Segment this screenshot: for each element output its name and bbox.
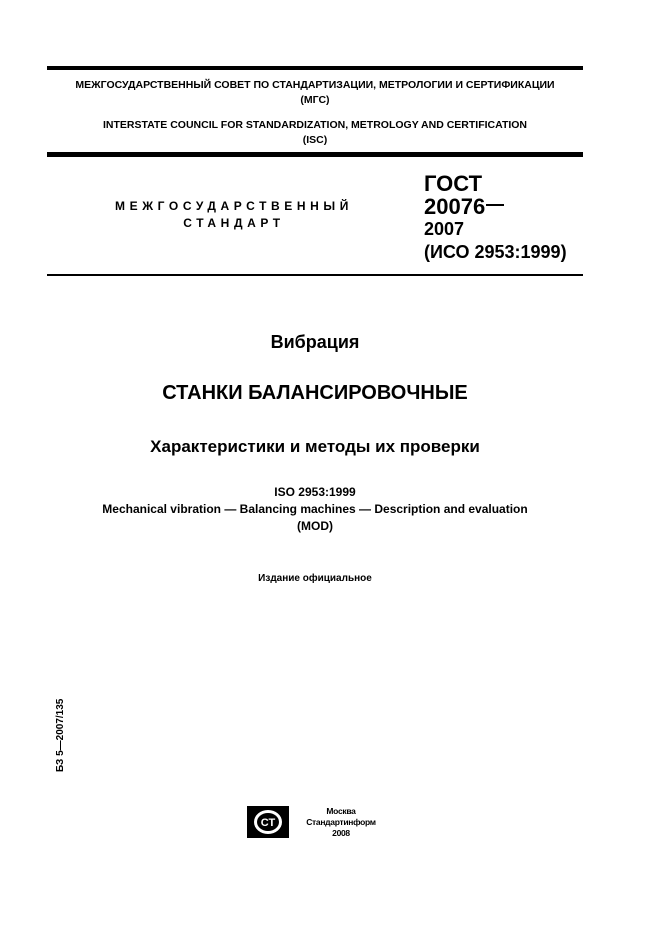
gost-year: 2007: [424, 219, 465, 239]
side-code: БЗ 5—2007/135: [55, 698, 66, 772]
council-ru-abbr: (МГС): [300, 94, 330, 106]
edition-label: Издание официальное: [258, 573, 372, 584]
iso-block: [47, 484, 583, 535]
gost-number-line: [424, 195, 567, 218]
gost-prefix: ГОСТ: [424, 171, 483, 196]
publisher-city: Москва: [326, 806, 356, 816]
council-en: [47, 118, 583, 148]
standard-kind-line2: СТАНДАРТ: [183, 216, 285, 230]
council-ru-name: МЕЖГОСУДАРСТВЕННЫЙ СОВЕТ ПО СТАНДАРТИЗАЦИИ, МЕТРОЛОГИИ И СЕРТИФИКАЦИИ: [75, 79, 555, 91]
publisher-name: Стандартинформ: [306, 817, 376, 827]
title-group: Вибрация: [270, 332, 360, 352]
standard-kind: [100, 198, 368, 232]
iso-title: Mechanical vibration — Balancing machines — Description and evaluation: [102, 502, 528, 516]
top-rule: [47, 66, 583, 70]
title-main: СТАНКИ БАЛАНСИРОВОЧНЫЕ: [162, 382, 468, 404]
council-rule: [47, 152, 583, 157]
designation: [424, 172, 567, 264]
gost-number: 20076: [424, 194, 486, 219]
iso-mod: (MOD): [297, 519, 333, 533]
iso-code: ISO 2953:1999: [274, 485, 356, 499]
logo-text: СТ: [260, 817, 276, 829]
gost-iso-ref: (ИСО 2953:1999): [424, 242, 567, 262]
council-en-abbr: (ISC): [302, 134, 328, 146]
publisher-year: 2008: [332, 828, 350, 838]
standartinform-logo: [246, 805, 290, 839]
council-ru: [47, 78, 583, 108]
standard-kind-line1: МЕЖГОСУДАРСТВЕННЫЙ: [115, 199, 353, 213]
publisher-imprint: [296, 806, 386, 839]
gost-dash: [486, 204, 504, 206]
header-rule: [47, 274, 583, 276]
council-en-name: INTERSTATE COUNCIL FOR STANDARDIZATION, METROLOGY AND CERTIFICATION: [102, 119, 528, 131]
title-sub: Характеристики и методы их проверки: [150, 437, 480, 456]
